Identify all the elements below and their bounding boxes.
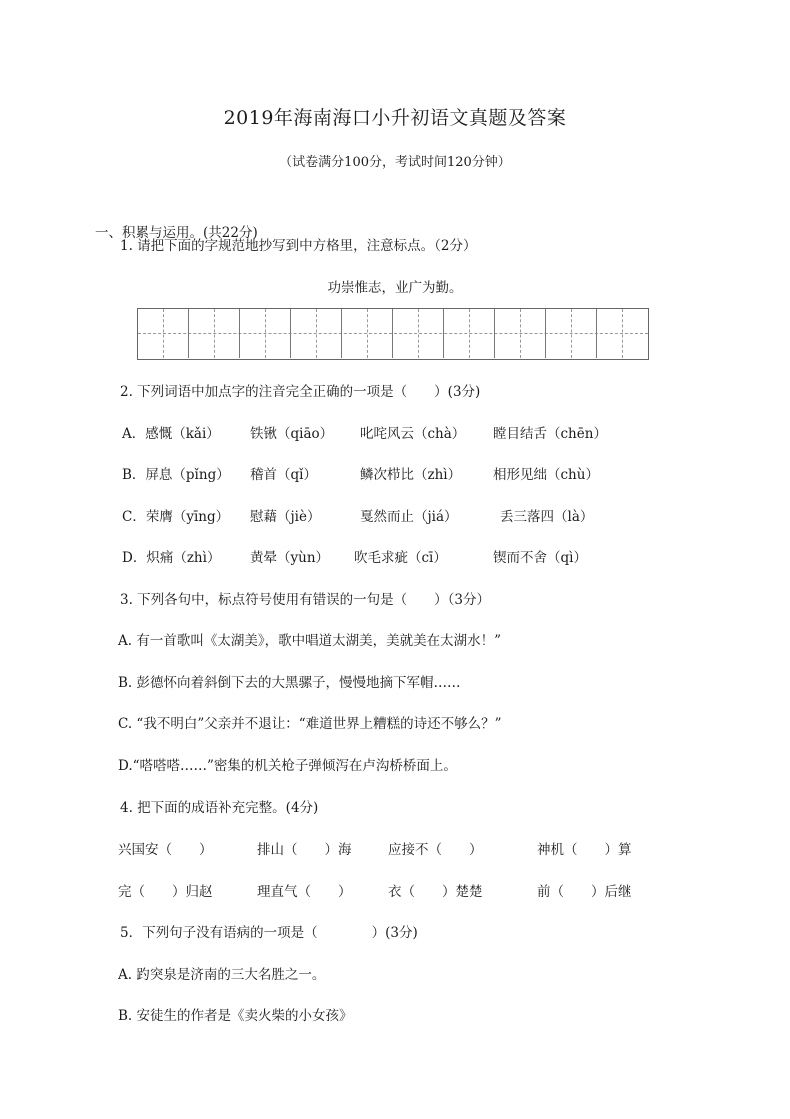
idiom-blank: 衣（ ）楚楚 (388, 884, 483, 900)
q2-option-a-word-4: 瞠目结舌（chēn） (493, 426, 607, 442)
grid-cell (215, 309, 241, 358)
idiom-blank: 完（ ）归赵 (118, 884, 213, 900)
grid-cell (572, 309, 598, 358)
idiom-blank: 理直气（ ） (257, 884, 352, 900)
q2-option-a-word-2: 铁锹（qiāo） (250, 426, 334, 442)
page-title: 2019年海南海口小升初语文真题及答案 (223, 107, 567, 129)
q2-option-d-word-1: D．炽痛（zhì） (122, 550, 221, 566)
q2-option-c-word-3: 戛然而止（jiá） (360, 509, 458, 525)
grid-cell (240, 309, 266, 358)
q2-option-b-word-1: B．屏息（pǐng） (122, 467, 230, 483)
q3-option-a: A. 有一首歌叫《太湖美》，歌中唱道太湖美，美就美在太湖水！” (118, 633, 501, 649)
q3-option-c: C. “我不明白”父亲并不退让：“难道世界上糟糕的诗还不够么？” (118, 716, 502, 732)
question-4-stem: 4. 把下面的成语补充完整。(4分) (120, 800, 319, 816)
grid-cell (164, 309, 190, 358)
copy-text: 功崇惟志，业广为勤。 (327, 280, 463, 296)
section-heading: 一、积累与运用。(共22分) (95, 225, 258, 241)
grid-cell (444, 309, 470, 358)
grid-cell (266, 309, 292, 358)
grid-cell (495, 309, 521, 358)
grid-cell (138, 309, 164, 358)
grid-cell (291, 309, 317, 358)
q2-option-a-word-1: A．感慨（kǎi） (122, 426, 220, 442)
idiom-blank: 排山（ ）海 (257, 842, 352, 858)
q2-option-c-word-4: 丢三落四（là） (500, 509, 594, 525)
question-2-stem: 2. 下列词语中加点字的注音完全正确的一项是（ ）(3分) (120, 384, 481, 400)
grid-cell (342, 309, 368, 358)
q2-option-d-word-3: 吹毛求疵（cī） (354, 550, 447, 566)
q2-option-c-word-2: 慰藉（jiè） (250, 509, 321, 525)
q2-option-c-word-1: C．荣膺（yīng） (122, 509, 230, 525)
idiom-blank: 神机（ ）算 (537, 842, 632, 858)
grid-cell (597, 309, 623, 358)
q2-option-b-word-2: 稽首（qǐ） (250, 467, 317, 483)
q2-option-a-word-3: 叱咤风云（chà） (360, 426, 466, 442)
q2-option-b-word-3: 鳞次栉比（zhì） (360, 467, 462, 483)
writing-grid[interactable] (137, 308, 649, 360)
grid-cell (623, 309, 649, 358)
grid-cell (546, 309, 572, 358)
q3-option-d: D.“嗒嗒嗒……”密集的机关枪子弹倾泻在卢沟桥桥面上。 (118, 758, 457, 774)
exam-info: （试卷满分100分，考试时间120分钟） (279, 155, 511, 170)
q2-option-d-word-2: 黄晕（yùn） (250, 550, 330, 566)
q2-option-d-word-4: 锲而不舍（qì） (493, 550, 587, 566)
q5-option-a: A. 趵突泉是济南的三大名胜之一。 (118, 967, 326, 983)
grid-cell (521, 309, 547, 358)
grid-cell (317, 309, 343, 358)
q2-option-b-word-4: 相形见绌（chù） (493, 467, 599, 483)
q5-option-b: B. 安徒生的作者是《卖火柴的小女孩》 (118, 1008, 353, 1024)
grid-cell (470, 309, 496, 358)
grid-cell (393, 309, 419, 358)
q3-option-b: B. 彭德怀向着斜倒下去的大黑骡子，慢慢地摘下军帽…… (118, 675, 461, 691)
question-5-stem: 5．下列句子没有语病的一项是（ ）(3分) (120, 925, 418, 941)
grid-cell (189, 309, 215, 358)
question-3-stem: 3. 下列各句中，标点符号使用有错误的一句是（ ）（3分） (120, 592, 491, 608)
question-1-stem: 1. 请把下面的字规范地抄写到中方格里，注意标点。（2分） (120, 238, 477, 254)
idiom-blank: 应接不（ ） (388, 842, 483, 858)
grid-cell (419, 309, 445, 358)
idiom-blank: 兴国安（ ） (118, 842, 213, 858)
idiom-blank: 前（ ）后继 (537, 884, 632, 900)
grid-cell (368, 309, 394, 358)
